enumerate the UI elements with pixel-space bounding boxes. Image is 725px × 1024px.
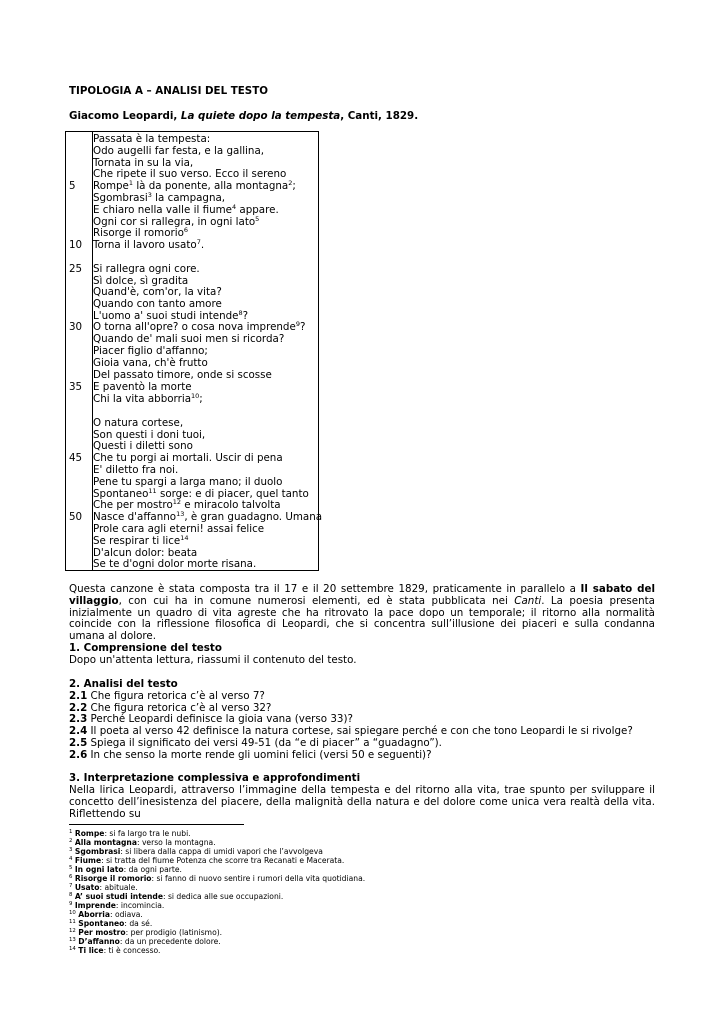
poem-line: Odo augelli far festa, e la gallina, — [93, 145, 265, 157]
poem-line: Sgombrasi$^3$ la campagna, — [93, 191, 226, 204]
work-author: Giacomo Leopardi, — [69, 110, 181, 122]
work-reference — [69, 111, 418, 123]
question-item: 2.5 Spiega il significato dei versi 49-51 (da “e di piacer” a “guadagno”). — [69, 737, 442, 749]
footnote: $^{13}$ D’affanno: da un precedente dolore. — [69, 937, 221, 946]
poem-line: Nasce d'affanno$^{13}$, è gran guadagno. Umana — [93, 510, 323, 523]
verse-number: 45 — [69, 452, 83, 464]
verse-number: 10 — [69, 239, 83, 251]
section-1-title: 1. Comprensione del testo — [69, 642, 222, 654]
poem-line: D'alcun dolor: beata — [93, 547, 198, 559]
poem-line: L'uomo a' suoi studi intende$^8$? — [93, 309, 249, 322]
footnote: $^4$ Fiume: si tratta del fiume Potenza che scorre tra Recanati e Macerata. — [69, 856, 345, 865]
verse-number: 30 — [69, 321, 83, 333]
footnote-mark: 2 — [288, 179, 293, 187]
poem-line: Quando de' mali suoi men si ricorda? — [93, 333, 285, 345]
question-item: 2.3 Perché Leopardi definisce la gioia vana (verso 33)? — [69, 713, 353, 725]
poem-line: Piacer figlio d'affanno; — [93, 345, 208, 357]
footnote: $^5$ In ogni lato: da ogni parte. — [69, 865, 182, 874]
footnote-mark: 14 — [180, 534, 189, 542]
footnote-mark: 8 — [238, 309, 243, 317]
footnote-rule — [69, 824, 244, 825]
poem-line: Risorge il romorio$^6$ — [93, 226, 189, 239]
poem-line: Che tu porgi ai mortali. Uscir di pena — [93, 452, 283, 464]
poem-line: Rompe$^1$ là da ponente, alla montagna$^2$; — [93, 179, 296, 192]
footnote-mark: 9 — [295, 320, 300, 328]
poem-line: Sì dolce, sì gradita — [93, 275, 189, 287]
poem-line: O torna all'opre? o cosa nova imprende$^9$? — [93, 320, 306, 333]
poem-line: Prole cara agli eterni! assai felice — [93, 523, 265, 535]
poem-line: Quand'è, com'or, la vita? — [93, 286, 222, 298]
footnote: $^{12}$ Per mostro: per prodigio (latinismo). — [69, 928, 223, 937]
intro-paragraph: Questa canzone è stata composta tra il 17 e il 20 settembre 1829, praticamente in parallelo a Il sabato del villaggio, con cui ha in comune numerosi elementi, ed è stata pubblicata nei Canti. La poesia presenta inizialmente un quadro di vita agreste che ha ritrovato la pace dopo un temporale; il ritorno alla normalità coincide con la riflessione filosofica di Leopardi, che si concentra sull’illusione dei piaceri e sulla condanna umana al dolore. — [69, 583, 655, 643]
footnote-mark: 4 — [232, 203, 237, 211]
poem-line: Che ripete il suo verso. Ecco il sereno — [93, 168, 287, 180]
poem-line: Spontaneo$^{11}$ sorge: e di piacer, quel tanto — [93, 487, 309, 500]
footnote: $^{11}$ Spontaneo: da sé. — [69, 919, 153, 928]
footnote: $^3$ Sgombrasi: si libera dalla cappa di umidi vapori che l’avvolgeva — [69, 847, 323, 856]
question-item: 2.4 Il poeta al verso 42 definisce la natura cortese, sai spiegare perché e con che tono Leopardi le si rivolge? — [69, 725, 633, 737]
poem-line: Son questi i doni tuoi, — [93, 429, 206, 441]
poem-line: Se te d'ogni dolor morte risana. — [93, 558, 257, 570]
section-3-text: Nella lirica Leopardi, attraverso l’immagine della tempesta e del ritorno alla vita, trae spunto per sviluppare il concetto dell’inesistenza del piacere, della malignità della natura e del dolore come unica vera realtà della vita. Riflettendo su — [69, 784, 655, 820]
footnote: $^{14}$ Ti lice: ti è concesso. — [69, 946, 161, 955]
work-source: , Canti, 1829. — [340, 110, 419, 122]
footnote-mark: 7 — [196, 238, 201, 246]
question-item: 2.1 Che figura retorica c’è al verso 7? — [69, 690, 265, 702]
poem-line: Del passato timore, onde si scosse — [93, 369, 272, 381]
verse-number: 50 — [69, 511, 83, 523]
poem-line: Si rallegra ogni core. — [93, 263, 200, 275]
footnote: $^6$ Risorge il romorio: si fanno di nuovo sentire i rumori della vita quotidiana. — [69, 874, 366, 883]
footnote: $^9$ Imprende: incomincia. — [69, 901, 165, 910]
verse-number: 35 — [69, 381, 83, 393]
verse-number: 5 — [69, 180, 76, 192]
section-1-text: Dopo un'attenta lettura, riassumi il contenuto del testo. — [69, 654, 357, 666]
section-2-title: 2. Analisi del testo — [69, 678, 178, 690]
footnote: $^1$ Rompe: si fa largo tra le nubi. — [69, 829, 191, 838]
poem-line: Ogni cor si rallegra, in ogni lato$^5$ — [93, 215, 260, 228]
poem-line: Gioia vana, ch'è frutto — [93, 357, 208, 369]
poem-line: Tornata in su la via, — [93, 157, 194, 169]
footnote: $^7$ Usato: abituale. — [69, 883, 138, 892]
footnote: $^2$ Alla montagna: verso la montagna. — [69, 838, 216, 847]
footnote-mark: 10 — [191, 392, 200, 400]
poem-line: Torna il lavoro usato$^7$. — [93, 238, 205, 251]
poem-line: Pene tu spargi a larga mano; il duolo — [93, 476, 283, 488]
footnote-mark: 11 — [148, 487, 157, 495]
poem-line: Che per mostro$^{12}$ e miracolo talvolta — [93, 498, 281, 511]
page-title: TIPOLOGIA A – ANALISI DEL TESTO — [69, 85, 268, 97]
footnote: $^{10}$ Aborria: odiava. — [69, 910, 143, 919]
section-3-title: 3. Interpretazione complessiva e approfondimenti — [69, 772, 361, 784]
poem-line: E' diletto fra noi. — [93, 464, 179, 476]
footnote-mark: 3 — [147, 191, 152, 199]
work-title: La quiete dopo la tempesta — [180, 110, 341, 122]
question-item: 2.6 In che senso la morte rende gli uomini felici (versi 50 e seguenti)? — [69, 749, 432, 761]
verse-number: 25 — [69, 263, 83, 275]
poem-line: Questi i diletti sono — [93, 440, 193, 452]
question-item: 2.2 Che figura retorica c’è al verso 32? — [69, 702, 272, 714]
poem-line: Passata è la tempesta: — [93, 133, 211, 145]
footnote: $^8$ A’ suoi studi intende: si dedica alle sue occupazioni. — [69, 892, 284, 901]
footnote-mark: 5 — [255, 215, 260, 223]
poem-line: Chi la vita abborria$^{10}$; — [93, 392, 203, 405]
footnote-mark: 6 — [183, 226, 189, 234]
poem-line: Se respirar ti lice$^{14}$ — [93, 534, 189, 547]
poem-line: E chiaro nella valle il fiume$^4$ appare. — [93, 203, 279, 216]
poem-line: E paventò la morte — [93, 381, 192, 393]
footnote-mark: 1 — [128, 179, 134, 187]
footnote-mark: 13 — [176, 510, 185, 518]
poem-line: Quando con tanto amore — [93, 298, 222, 310]
poem-line: O natura cortese, — [93, 417, 184, 429]
footnote-mark: 12 — [172, 498, 182, 506]
